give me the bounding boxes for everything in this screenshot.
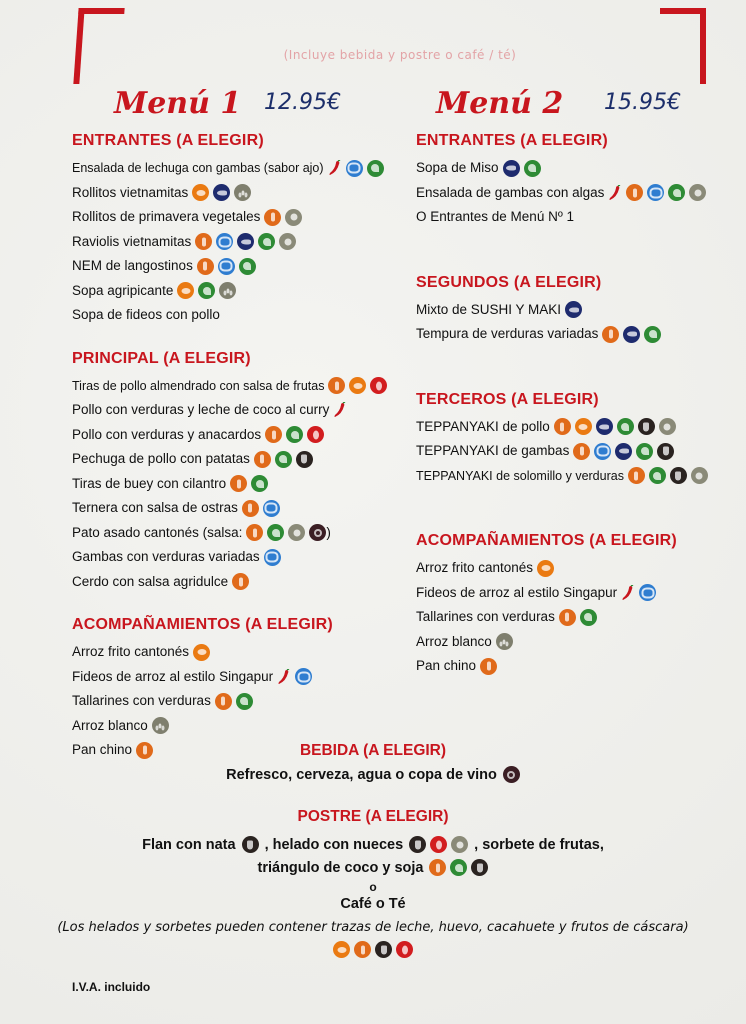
menu-item-name: O Entrantes de Menú Nº 1 — [416, 209, 575, 224]
peanut-icon — [575, 418, 592, 435]
note-icons-line — [0, 941, 746, 958]
shellfish-icon — [263, 500, 280, 517]
allergen-icons — [230, 475, 268, 492]
allergen-icons — [195, 233, 296, 250]
menu-item — [416, 205, 736, 230]
fish-icon — [503, 160, 520, 177]
allergen-icons — [333, 402, 347, 418]
celery-icon — [198, 282, 215, 299]
menu-item-suffix: ) — [326, 524, 331, 540]
menu-item-name: Ternera con salsa de ostras — [72, 500, 238, 515]
allergen-icons — [573, 443, 674, 460]
allergen-icons — [264, 209, 302, 226]
chili-icon — [621, 585, 635, 601]
allergen-icons — [537, 560, 554, 577]
cereal-icon — [429, 859, 446, 876]
celery-icon — [580, 609, 597, 626]
milk-icon — [242, 836, 259, 853]
allergen-icons — [608, 184, 706, 201]
egg-icon — [370, 377, 387, 394]
milk-icon — [296, 451, 313, 468]
cereal-icon — [602, 326, 619, 343]
menu-item — [72, 254, 402, 279]
menu-item — [72, 205, 402, 230]
menu-item — [72, 181, 402, 206]
menu-item — [416, 298, 736, 323]
menu-item — [416, 439, 736, 464]
section-heading: TERCEROS (A ELEGIR) — [416, 390, 599, 408]
sesame-icon — [219, 282, 236, 299]
menu1-title: Menú 1 — [114, 86, 242, 121]
menu-item — [72, 496, 402, 521]
menu-item — [72, 279, 402, 304]
menu-item-name: Rollitos vietnamitas — [72, 184, 189, 200]
allergen-icons — [328, 377, 387, 394]
chili-icon — [333, 402, 347, 418]
fish-icon — [565, 301, 582, 318]
menu-item-name: Fideos de arroz al estilo Singapur — [416, 584, 618, 600]
shellfish-icon — [647, 184, 664, 201]
fish-icon — [237, 233, 254, 250]
section-heading: SEGUNDOS (A ELEGIR) — [416, 273, 602, 291]
celery-icon — [450, 859, 467, 876]
celery-icon — [649, 467, 666, 484]
sesame-icon — [234, 184, 251, 201]
allergen-icons — [254, 451, 313, 468]
celery-icon — [367, 160, 384, 177]
menu-item — [72, 521, 402, 546]
menu-item-name: Pato asado cantonés (salsa: — [72, 524, 243, 540]
bebida-icons — [503, 766, 520, 783]
menu-item — [72, 545, 402, 570]
soy-icon — [691, 467, 708, 484]
fish-icon — [213, 184, 230, 201]
shellfish-icon — [216, 233, 233, 250]
postre-or: o — [369, 880, 377, 894]
cereal-icon — [246, 524, 263, 541]
shellfish-icon — [295, 668, 312, 685]
soy-icon — [279, 233, 296, 250]
menu-item-name: Tallarines con verduras — [72, 693, 211, 708]
allergen-icons — [277, 668, 312, 685]
egg-icon — [396, 941, 413, 958]
bebida-line — [0, 766, 746, 783]
menu-item — [72, 230, 402, 255]
menu-item-name: Ensalada de lechuga con gambas (sabor ajo) — [72, 161, 324, 175]
menu-item — [416, 322, 736, 347]
menu-item-name: Arroz blanco — [416, 633, 492, 649]
fish-icon — [596, 418, 613, 435]
menu-item-name: TEPPANYAKI de pollo — [416, 418, 550, 434]
milk-icon — [638, 418, 655, 435]
allergen-note: (Los helados y sorbetes pueden contener trazas de leche, huevo, cacahuete y frutos de cáscara) — [57, 920, 689, 935]
celery-icon — [524, 160, 541, 177]
menu-item-name: Tempura de verduras variadas — [416, 326, 599, 341]
allergen-icons — [559, 609, 597, 626]
menu-item-name: Pollo con verduras y anacardos — [72, 426, 262, 442]
milk-icon — [375, 941, 392, 958]
menu-item — [72, 570, 402, 595]
postre-text: , sorbete de frutas, — [474, 836, 604, 853]
section-heading: ENTRANTES (A ELEGIR) — [72, 132, 264, 149]
section-heading: ENTRANTES (A ELEGIR) — [416, 132, 608, 149]
sesame-icon — [496, 633, 513, 650]
menu-item-name: Mixto de SUSHI Y MAKI — [416, 301, 562, 317]
chili-icon — [608, 185, 622, 201]
allergen-icons — [409, 836, 468, 853]
allergen-icons — [242, 500, 280, 517]
menu-item — [416, 464, 736, 489]
chili-icon — [277, 669, 291, 685]
shellfish-icon — [346, 160, 363, 177]
menu-item-name: Pollo con verduras y leche de coco al curry — [72, 402, 330, 417]
section-gap — [416, 347, 736, 391]
menu-item — [72, 472, 402, 497]
menu-item-name: NEM de langostinos — [72, 258, 193, 273]
peanut-icon — [177, 282, 194, 299]
celery-icon — [644, 326, 661, 343]
menu-item — [416, 630, 736, 655]
celery-icon — [286, 426, 303, 443]
bebida-section — [0, 742, 746, 783]
bebida-heading: BEBIDA (A ELEGIR) — [299, 742, 447, 759]
section-heading: PRINCIPAL (A ELEGIR) — [72, 349, 251, 367]
milk-icon — [670, 467, 687, 484]
menu-item-name: Sopa agripicante — [72, 282, 174, 298]
postre-heading: POSTRE (A ELEGIR) — [297, 808, 449, 825]
celery-icon — [267, 524, 284, 541]
menu1-column — [72, 132, 402, 763]
menu-item — [416, 605, 736, 630]
menu-item-name: Arroz blanco — [72, 717, 148, 733]
bebida-text: Refresco, cerveza, agua o copa de vino — [226, 766, 497, 783]
allergen-icons — [480, 658, 497, 675]
cereal-icon — [264, 209, 281, 226]
cereal-icon — [230, 475, 247, 492]
allergen-icons — [429, 859, 488, 876]
section-gap — [72, 594, 402, 616]
peanut-icon — [193, 644, 210, 661]
peanut-icon — [349, 377, 366, 394]
allergen-icons — [177, 282, 236, 299]
sulfite-icon — [309, 524, 326, 541]
postre-cafe: Café o Té — [340, 896, 406, 912]
celery-icon — [668, 184, 685, 201]
menu-item-name: Cerdo con salsa agridulce — [72, 573, 229, 589]
peanut-icon — [537, 560, 554, 577]
soy-icon — [689, 184, 706, 201]
section-gap — [416, 488, 736, 532]
celery-icon — [236, 693, 253, 710]
allergen-icons — [496, 633, 513, 650]
menu-item — [72, 665, 402, 690]
sulfite-icon — [503, 766, 520, 783]
postre-line-2 — [0, 859, 746, 876]
menu-item-name: Pechuga de pollo con patatas — [72, 451, 250, 466]
cereal-icon — [195, 233, 212, 250]
allergen-icons — [265, 426, 324, 443]
section-gap — [72, 328, 402, 350]
allergen-icons — [197, 258, 256, 275]
sesame-icon — [152, 717, 169, 734]
soy-icon — [451, 836, 468, 853]
postre-text: triángulo de coco y soja — [257, 859, 424, 876]
peanut-icon — [192, 184, 209, 201]
section-heading: ACOMPAÑAMIENTOS (A ELEGIR) — [416, 532, 677, 549]
menu-item-name: Fideos de arroz al estilo Singapur — [72, 668, 274, 684]
allergen-icons — [193, 644, 210, 661]
decorative-corner-right — [660, 8, 706, 84]
menu-item-name: Pan chino — [416, 658, 477, 673]
menu-item — [416, 556, 736, 581]
menu-item-name: Rollitos de primavera vegetales — [72, 209, 261, 224]
menu-item — [72, 714, 402, 739]
menu-item — [416, 156, 736, 181]
menu-item-name: Arroz frito cantonés — [72, 644, 190, 659]
menu-item-name: Pan chino — [72, 742, 133, 757]
allergen-icons — [565, 301, 582, 318]
postre-line-1 — [0, 836, 746, 853]
section-heading: ACOMPAÑAMIENTOS (A ELEGIR) — [72, 616, 333, 633]
allergen-icons — [328, 160, 384, 177]
cereal-icon — [354, 941, 371, 958]
cereal-icon — [626, 184, 643, 201]
menu-item-name: TEPPANYAKI de solomillo y verduras — [416, 468, 624, 483]
menu-item-name: Arroz frito cantonés — [416, 560, 534, 575]
peanut-icon — [333, 941, 350, 958]
menu-item — [72, 374, 402, 399]
cereal-icon — [232, 573, 249, 590]
postre-section — [0, 808, 746, 958]
postre-text: Flan con nata — [142, 836, 236, 853]
cereal-icon — [480, 658, 497, 675]
menu-item — [72, 640, 402, 665]
menu-item — [72, 423, 402, 448]
celery-icon — [258, 233, 275, 250]
allergen-icons — [602, 326, 661, 343]
menu-item — [72, 156, 402, 181]
faded-header-text: (Incluye bebida y postre o café / té) — [283, 48, 517, 62]
cereal-icon — [242, 500, 259, 517]
allergen-icons — [232, 573, 249, 590]
menu-item-name: Sopa de fideos con pollo — [72, 307, 220, 322]
allergen-icons — [628, 467, 708, 484]
allergen-icons — [503, 160, 541, 177]
menu-item — [416, 415, 736, 440]
fish-icon — [623, 326, 640, 343]
postre-text: , helado con nueces — [264, 836, 404, 853]
celery-icon — [251, 475, 268, 492]
allergen-icons — [242, 836, 259, 853]
shellfish-icon — [264, 549, 281, 566]
celery-icon — [239, 258, 256, 275]
cereal-icon — [265, 426, 282, 443]
menu-item — [72, 303, 402, 328]
fish-icon — [615, 443, 632, 460]
menu-item — [72, 689, 402, 714]
shellfish-icon — [218, 258, 235, 275]
celery-icon — [636, 443, 653, 460]
cereal-icon — [197, 258, 214, 275]
menu-item-name: Raviolis vietnamitas — [72, 233, 192, 249]
chili-icon — [328, 160, 342, 176]
menu-item-name: Tiras de pollo almendrado con salsa de frutas — [72, 378, 325, 393]
menu-item — [416, 181, 736, 206]
celery-icon — [275, 451, 292, 468]
allergen-icons — [192, 184, 251, 201]
decorative-corner-left — [73, 8, 124, 84]
cereal-icon — [328, 377, 345, 394]
menu-item — [416, 581, 736, 606]
menu-item-name: Sopa de Miso — [416, 160, 499, 175]
menu1-price: 12.95€ — [264, 90, 341, 115]
cereal-icon — [254, 451, 271, 468]
menu2-column — [416, 132, 736, 679]
milk-icon — [471, 859, 488, 876]
cereal-icon — [573, 443, 590, 460]
menu-item-name: Ensalada de gambas con algas — [416, 184, 605, 200]
soy-icon — [659, 418, 676, 435]
section-gap — [416, 230, 736, 274]
egg-icon — [307, 426, 324, 443]
egg-icon — [430, 836, 447, 853]
menu-item-name: Tallarines con verduras — [416, 609, 555, 624]
menu-item-name: Gambas con verduras variadas — [72, 549, 260, 564]
cereal-icon — [628, 467, 645, 484]
menu-item-name: Tiras de buey con cilantro — [72, 475, 227, 491]
soy-icon — [288, 524, 305, 541]
shellfish-icon — [639, 584, 656, 601]
iva-footer: I.V.A. incluido — [72, 980, 151, 994]
menu-item — [72, 398, 402, 423]
note-icons — [333, 941, 413, 958]
menu2-title: Menú 2 — [436, 86, 564, 121]
celery-icon — [617, 418, 634, 435]
milk-icon — [409, 836, 426, 853]
menu2-price: 15.95€ — [604, 90, 681, 115]
menu-item — [72, 447, 402, 472]
allergen-icons — [246, 524, 326, 541]
allergen-icons — [554, 418, 676, 435]
cereal-icon — [215, 693, 232, 710]
cereal-icon — [554, 418, 571, 435]
allergen-icons — [215, 693, 253, 710]
menu-item-name: TEPPANYAKI de gambas — [416, 443, 570, 458]
soy-icon — [285, 209, 302, 226]
menu-item — [416, 654, 736, 679]
cereal-icon — [559, 609, 576, 626]
milk-icon — [657, 443, 674, 460]
allergen-icons — [264, 549, 281, 566]
allergen-icons — [152, 717, 169, 734]
shellfish-icon — [594, 443, 611, 460]
allergen-icons — [621, 584, 656, 601]
